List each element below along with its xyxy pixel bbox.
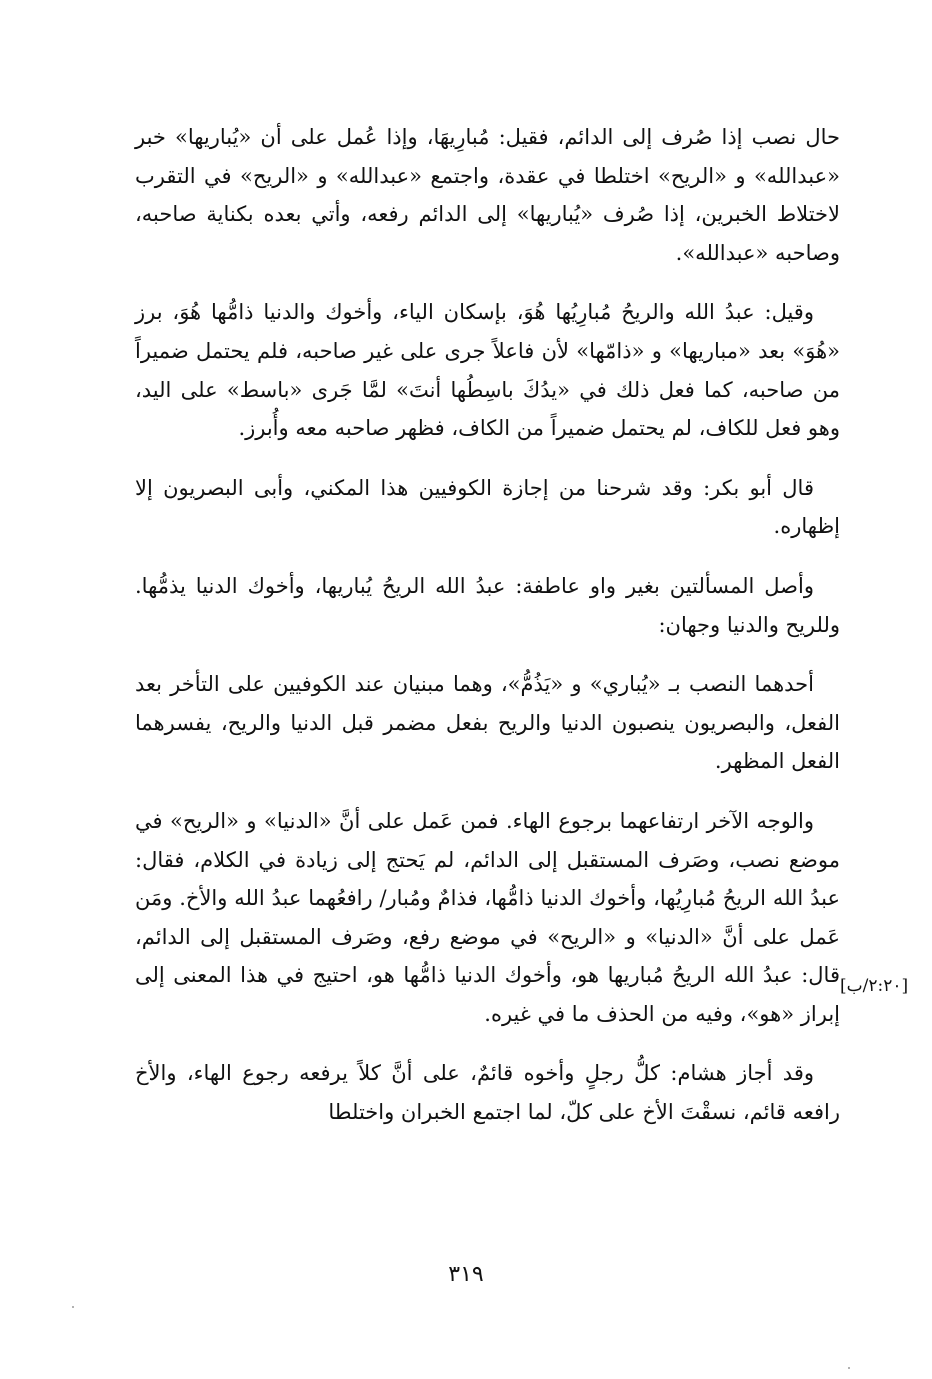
paragraph-6: والوجه الآخر ارتفاعهما برجوع الهاء. فمن عَمل على أنَّ «الدنيا» و «الريح» في موضع نصب، وصَرف المستقبل إلى الدائم، لم يَحتج إلى زيادة في الكلام، فقال: عبدُ الله الريحُ مُبارِيُها، وأخوك الدنيا ذامُّها، فذامٌ ومُبار/ رافعُهما عبدُ الله والأخ. ومَن عَمل على أنَّ «الدنيا» و «الريح» في موضع رفع، وصَرف المستقبل إلى الدائم، قال: عبدُ الله الريحُ مُباريها هو، وأخوك الدنيا ذامُّها هو، احتيج في هذا المعنى إلى إبراز «هو»، وفيه من الحذف ما في غيره.	[135, 808, 840, 1026]
scan-speck	[848, 1367, 850, 1369]
paragraph-4: وأصل المسألتين بغير واو عاطفة: عبدُ الله الريحُ يُباريها، وأخوك الدنيا يذمُّها. وللريح والدنيا وجهان:	[135, 573, 840, 637]
paragraph-3: قال أبو بكر: وقد شرحنا من إجازة الكوفيين هذا المكني، وأبى البصريون إلا إظهاره.	[135, 475, 840, 539]
scan-speck	[72, 1306, 74, 1308]
body-text	[135, 118, 840, 1153]
paragraph-1: حال نصب إذا صُرف إلى الدائم، فقيل: مُبارِيهَا، وإذا عُمل على أن «يُباريها» خبر «عبدالله» و «الريح» اختلطا في عقدة، واجتمع «عبدالله» و «الريح» في التقرب لاختلاط الخبرين، إذا صُرف «يُباريها» إلى الدائم رفعه، وأتي بعده بكناية صاحبه، وصاحبه «عبدالله».	[135, 125, 840, 265]
paragraph-7: وقد أجاز هشام: كلُّ رجلٍ وأخوه قائمٌ، على أنَّ كلاً يرفعه رجوع الهاء، والأخ رافعه قائم، نسقْتَ الأخ على كلّ، لما اجتمع الخبران واختلطا	[135, 1061, 840, 1125]
paragraph-5: أحدهما النصب بـ «يُباري» و «يَذُمُّ»، وهما مبنيان عند الكوفيين على التأخر بعد الفعل، والبصريون ينصبون الدنيا والريح بفعل مضمر قبل الدنيا والريح، يفسرهما الفعل المظهر.	[135, 672, 840, 774]
paragraph-2: وقيل: عبدُ الله والريحُ مُبارِيُها هُوَ، بإسكان الياء، وأخوك والدنيا ذامُّها هُوَ، برز «هُوَ» بعد «مباريها» و «ذامّها» لأن فاعلاً جرى على غير صاحبه، فلم يحتمل ضميراً من صاحبه، كما فعل ذلك في «يدُكَ باسِطُها أنتَ» لمَّا جَرى «باسط» على اليد، وهو فعل للكاف، لم يحتمل ضميراً من الكاف، فظهر صاحبه معه وأُبرز.	[135, 300, 840, 441]
page-number: ٣١٩	[448, 1262, 484, 1287]
manuscript-folio-reference: [٢:٢٠/ب]	[840, 976, 909, 996]
